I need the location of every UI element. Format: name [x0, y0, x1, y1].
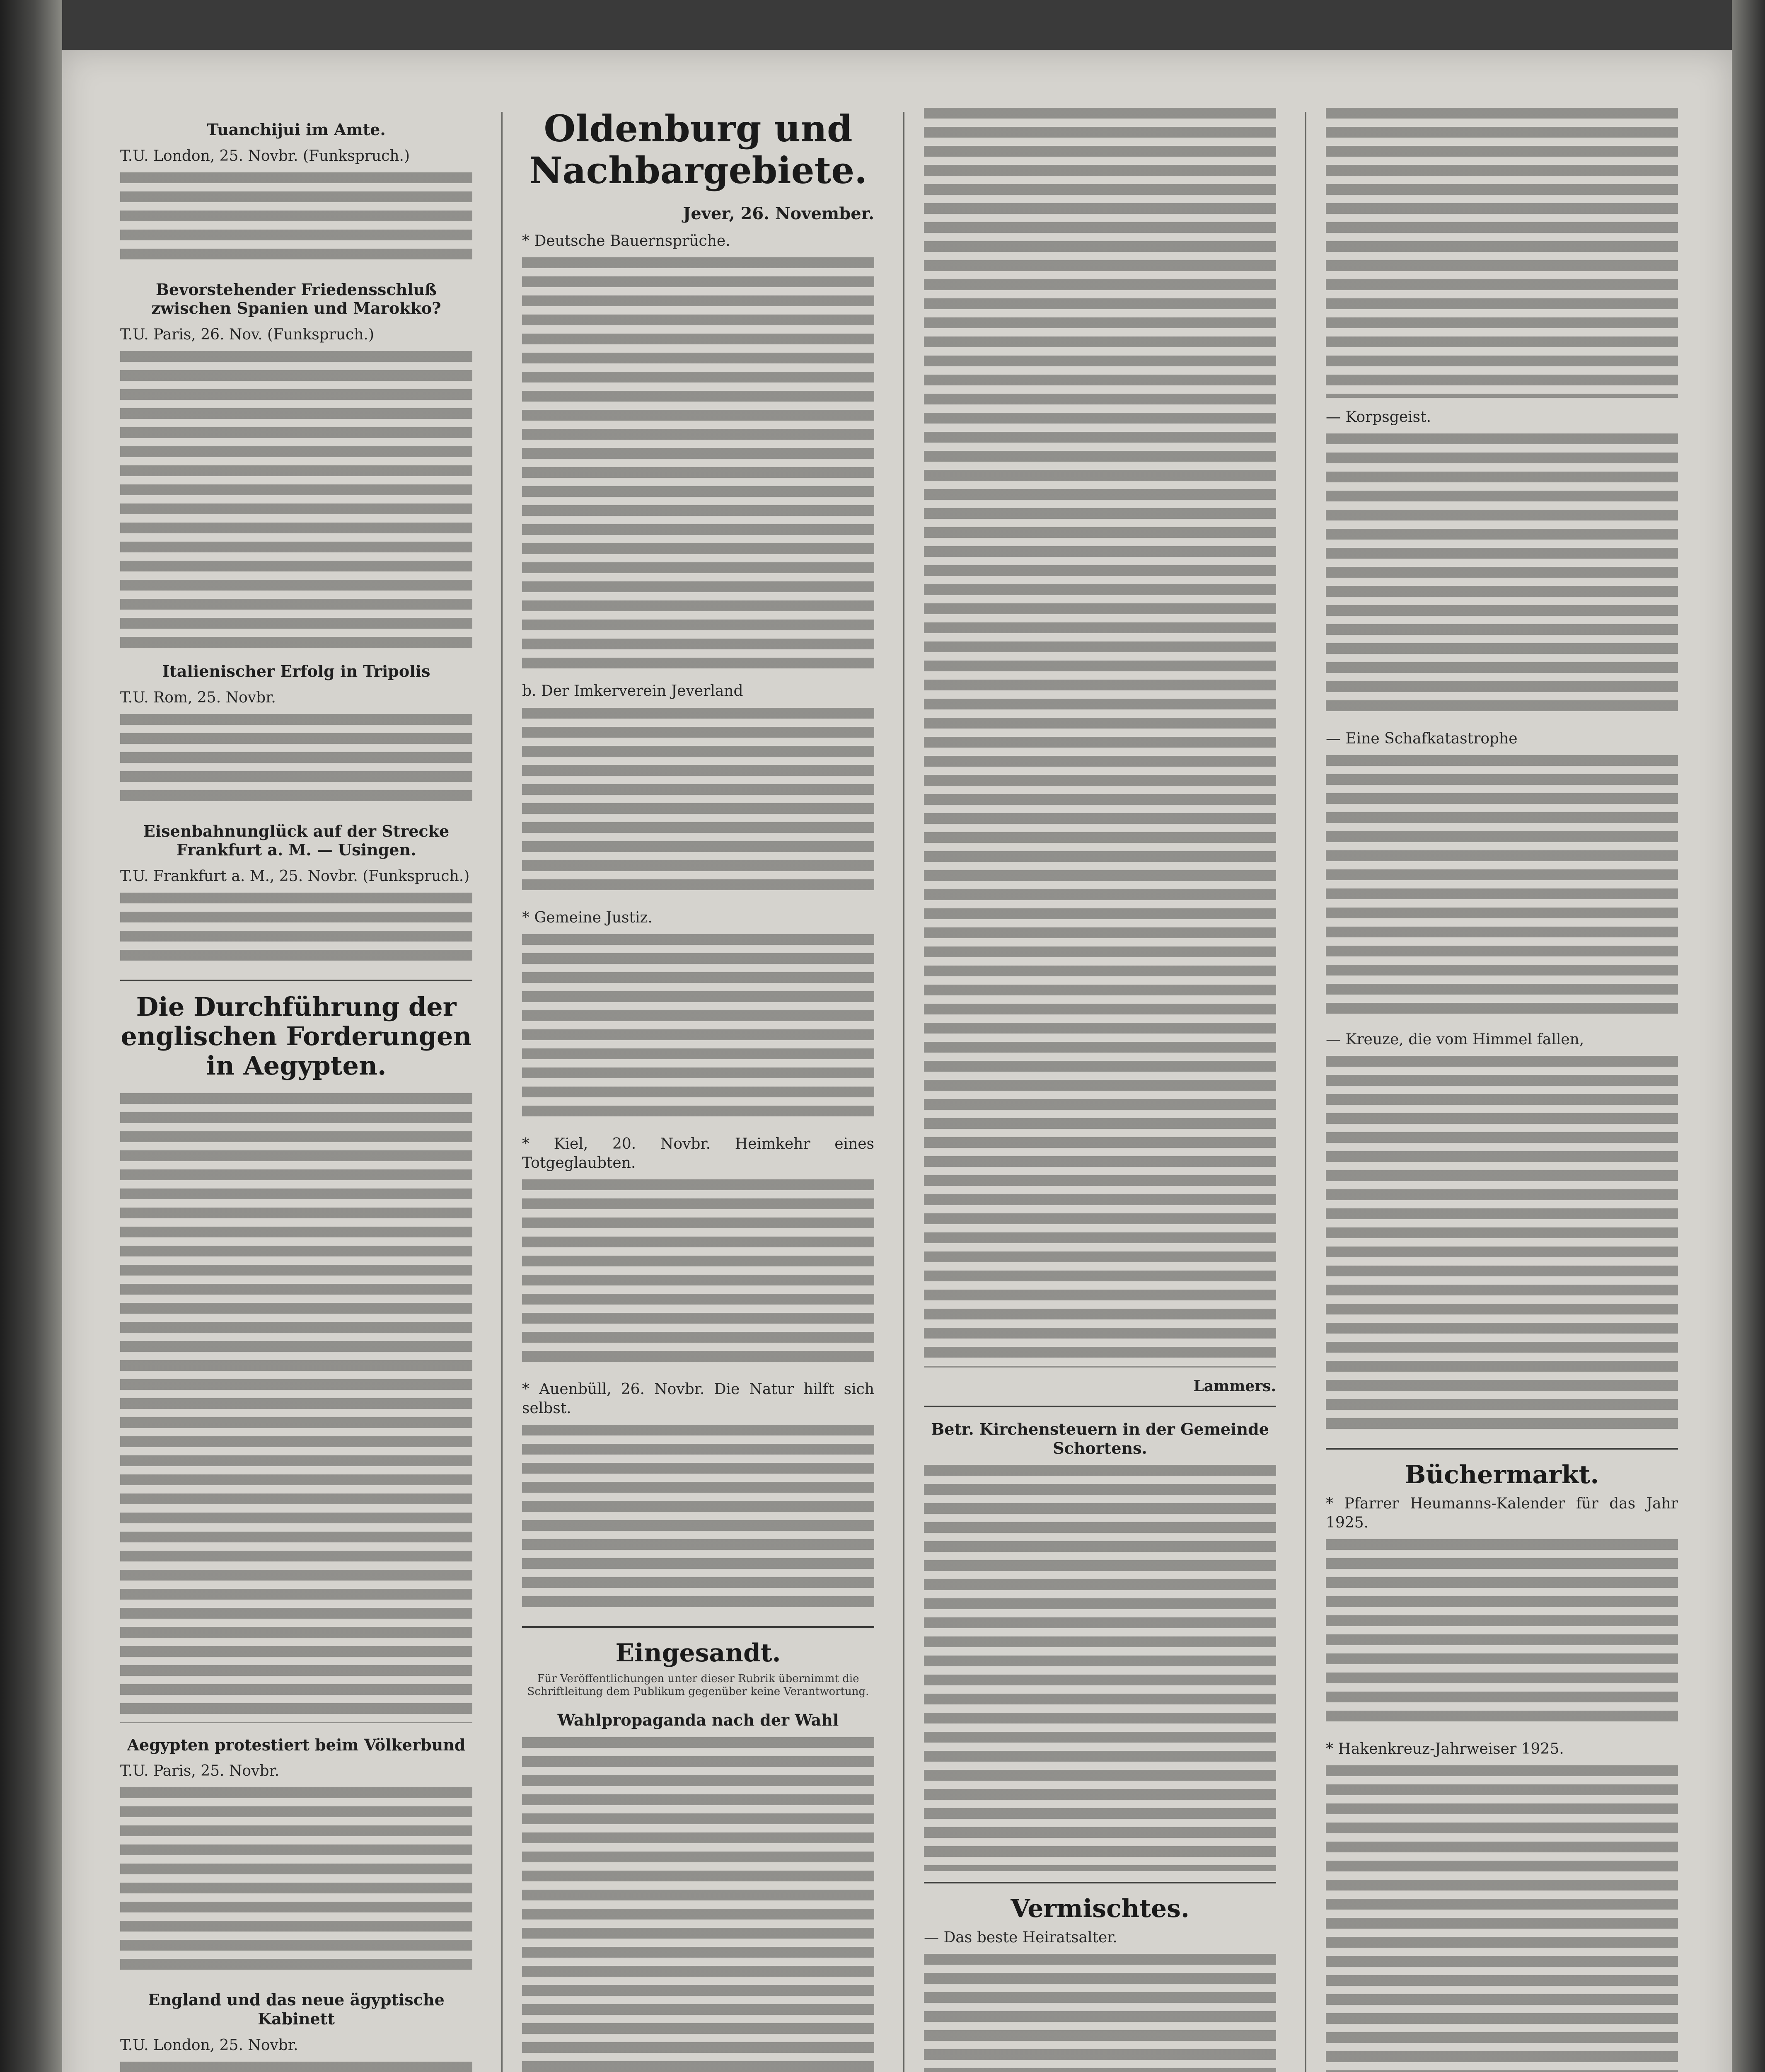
- item-lead: * Pfarrer Heumanns-Kalender für das Jahr 1925.: [1326, 1495, 1678, 1532]
- divider: [120, 980, 472, 981]
- section-title-buechermarkt: Büchermarkt.: [1405, 1460, 1599, 1490]
- item-lead: b. Der Imkerverein Jeverland: [522, 683, 743, 700]
- article-text: [120, 2062, 472, 2072]
- column-1: [120, 108, 472, 2072]
- divider: [924, 1406, 1276, 1407]
- article-text: [924, 1954, 1276, 2072]
- item-lead: * Auenbüll, 26. Novbr. Die Natur hilft sich selbst.: [522, 1380, 874, 1417]
- kirchensteuern-heading: Betr. Kirchensteuern in der Gemeinde Schortens.: [931, 1420, 1269, 1457]
- article-text: [1326, 1539, 1678, 1730]
- scan-binding-shadow: [0, 0, 62, 2072]
- rail-heading: Eisenbahnunglück auf der Strecke Frankfurt a. M. — Usingen.: [143, 821, 450, 859]
- column-rule: [501, 112, 503, 2072]
- article-text: [120, 172, 472, 268]
- item-lead: * Gemeine Justiz.: [522, 909, 653, 926]
- italy-lead: T.U. Rom, 25. Novbr.: [120, 689, 276, 706]
- item-lead: — Korpsgeist.: [1326, 409, 1431, 426]
- article-text: [924, 108, 1276, 1368]
- section-title-oldenburg: Oldenburg und Nachbargebiete.: [529, 108, 867, 192]
- article-text: [522, 934, 874, 1125]
- top-heading: Tuanchijui im Amte.: [207, 120, 386, 139]
- peace-heading: Bevorstehender Friedensschluß zwischen Spanien und Marokko?: [151, 280, 441, 318]
- column-4: [1326, 108, 1678, 2072]
- article-text: [522, 1425, 874, 1615]
- article-text: [120, 714, 472, 809]
- newspaper-page: [62, 50, 1732, 2072]
- item-lead: * Deutsche Bauernsprüche.: [522, 232, 730, 250]
- peace-lead: T.U. Paris, 26. Nov. (Funkspruch.): [120, 326, 375, 343]
- main-headline: Die Durchführung der englischen Forderungen in Aegypten.: [121, 991, 472, 1081]
- divider: [1326, 1448, 1678, 1450]
- article-text: [1326, 1765, 1678, 2072]
- editorial-disclaimer: Für Veröffentlichungen unter dieser Rubrik übernimmt die Schriftleitung dem Publikum gegenüber keine Verantwortung.: [527, 1672, 869, 1698]
- article-text: [1326, 1056, 1678, 1437]
- item-lead: — Das beste Heiratsalter.: [924, 1929, 1117, 1946]
- scan-right-edge: [1732, 0, 1765, 2072]
- italy-heading: Italienischer Erfolg in Tripolis: [162, 661, 430, 680]
- section-title-vermischtes: Vermischtes.: [1011, 1894, 1190, 1924]
- article-text: [120, 893, 472, 969]
- voelkerbund-heading: Aegypten protestiert beim Völkerbund: [127, 1735, 466, 1754]
- article-text: [522, 708, 874, 898]
- article-text: [120, 351, 472, 649]
- article-text: [1326, 433, 1678, 719]
- section-title-eingesandt: Eingesandt.: [615, 1638, 781, 1668]
- article-text: [924, 1465, 1276, 1871]
- article-text: [522, 1179, 874, 1370]
- item-lead: — Kreuze, die vom Himmel fallen,: [1326, 1031, 1584, 1048]
- item-lead: * Hakenkreuz-Jahrweiser 1925.: [1326, 1740, 1564, 1758]
- voelkerbund-lead: T.U. Paris, 25. Novbr.: [120, 1762, 280, 1780]
- divider: [522, 1626, 874, 1628]
- article-text: [120, 1093, 472, 1723]
- article-text: [120, 1787, 472, 1978]
- dateline: Jever, 26. November.: [683, 204, 874, 224]
- article-text: [522, 1737, 874, 2072]
- article-text: [522, 257, 874, 672]
- column-2: [522, 108, 874, 2072]
- wahl-heading: Wahlpropaganda nach der Wahl: [557, 1711, 839, 1730]
- column-3: [924, 108, 1276, 2072]
- article-text: [1326, 755, 1678, 1020]
- column-rule: [1305, 112, 1306, 2072]
- author-signature: Lammers.: [1193, 1377, 1276, 1395]
- divider: [924, 1882, 1276, 1883]
- article-text: [1326, 108, 1678, 398]
- item-lead: — Eine Schafkatastrophe: [1326, 730, 1518, 748]
- item-lead: * Kiel, 20. Novbr. Heimkehr eines Totgeglaubten.: [522, 1135, 874, 1172]
- cabinet-lead: T.U. London, 25. Novbr.: [120, 2036, 298, 2054]
- rail-lead: T.U. Frankfurt a. M., 25. Novbr. (Funkspruch.): [120, 867, 470, 885]
- cabinet-heading: England und das neue ägyptische Kabinett: [148, 1990, 445, 2028]
- top-lead: T.U. London, 25. Novbr. (Funkspruch.): [120, 147, 410, 165]
- column-rule: [903, 112, 904, 2072]
